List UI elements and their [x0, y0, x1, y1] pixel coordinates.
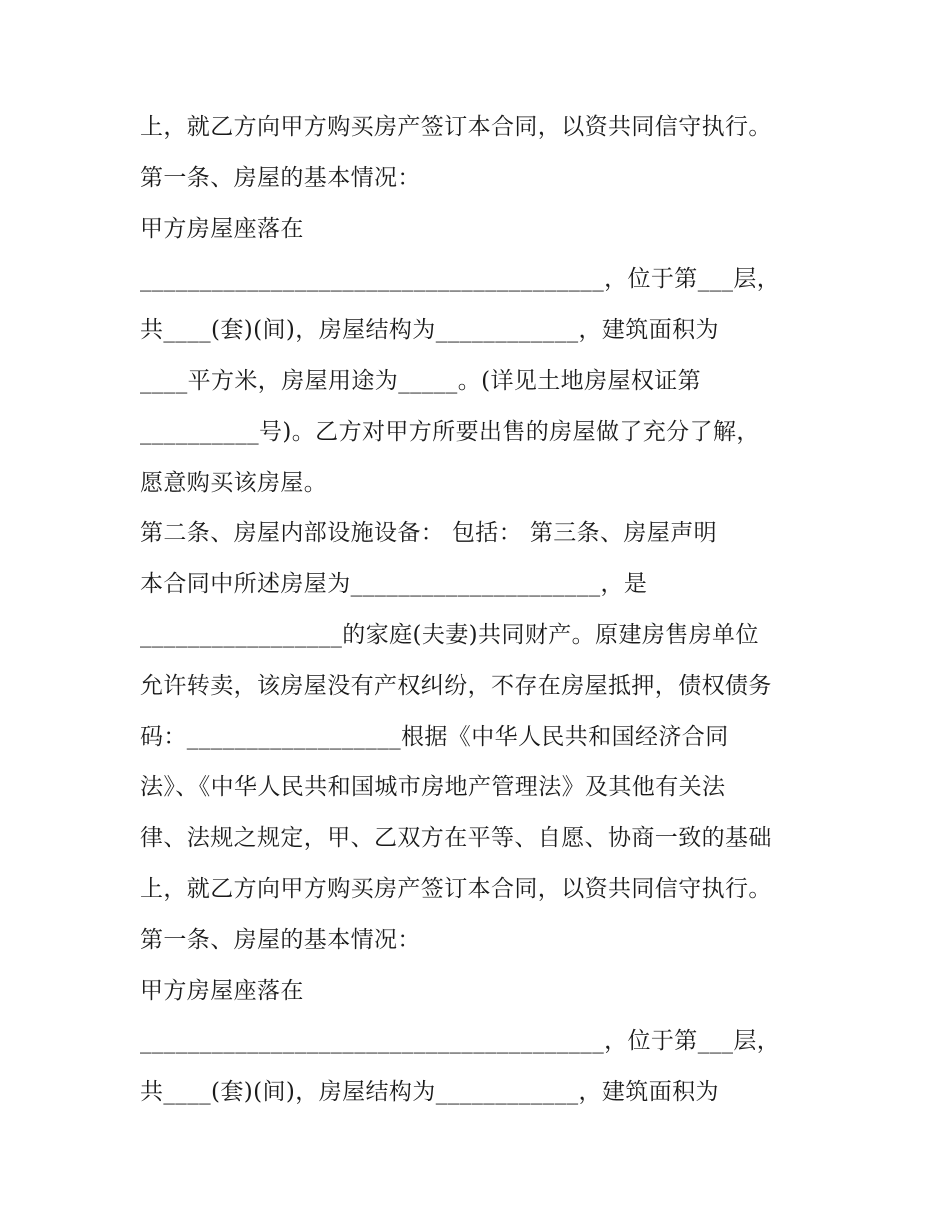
text-line: __________号)。乙方对甲方所要出售的房屋做了充分了解， — [140, 418, 760, 445]
text-line: 共____(套)(间)，房屋结构为____________，建筑面积为 — [140, 317, 719, 344]
text-line: 愿意购买该房屋。 — [140, 469, 328, 496]
text-line: 甲方房屋座落在 — [140, 977, 304, 1004]
text-line: 法》、《中华人民共和国城市房地产管理法》及其他有关法 — [140, 774, 726, 801]
text-line: 允许转卖，该房屋没有产权纠纷，不存在房屋抵押，债权债务 — [140, 672, 772, 699]
text-line: _______________________________________，位于第___层， — [140, 1028, 781, 1055]
text-line: 第二条、房屋内部设施设备： 包括： 第三条、房屋声明 — [140, 520, 718, 547]
contract-text — [140, 102, 830, 1118]
text-line: 第一条、房屋的基本情况： — [140, 164, 421, 191]
text-line: 律、法规之规定，甲、乙双方在平等、自愿、协商一致的基础 — [140, 825, 772, 852]
text-line: 共____(套)(间)，房屋结构为____________，建筑面积为 — [140, 1079, 719, 1106]
text-line: 上，就乙方向甲方购买房产签订本合同，以资共同信守执行。 — [140, 875, 772, 902]
text-line: 第一条、房屋的基本情况： — [140, 926, 421, 953]
text-line: _________________的家庭(夫妻)共同财产。原建房售房单位 — [140, 621, 759, 648]
text-line: 本合同中所述房屋为_____________________，是 — [140, 571, 648, 598]
text-line: 甲方房屋座落在 — [140, 215, 304, 242]
text-line: 上，就乙方向甲方购买房产签订本合同，以资共同信守执行。 — [140, 114, 772, 140]
text-line: 码：__________________根据《中华人民共和国经济合同 — [140, 723, 729, 750]
text-line: _______________________________________，位于第___层， — [140, 266, 781, 293]
text-line: ____平方米，房屋用途为_____。(详见土地房屋权证第 — [140, 367, 702, 394]
